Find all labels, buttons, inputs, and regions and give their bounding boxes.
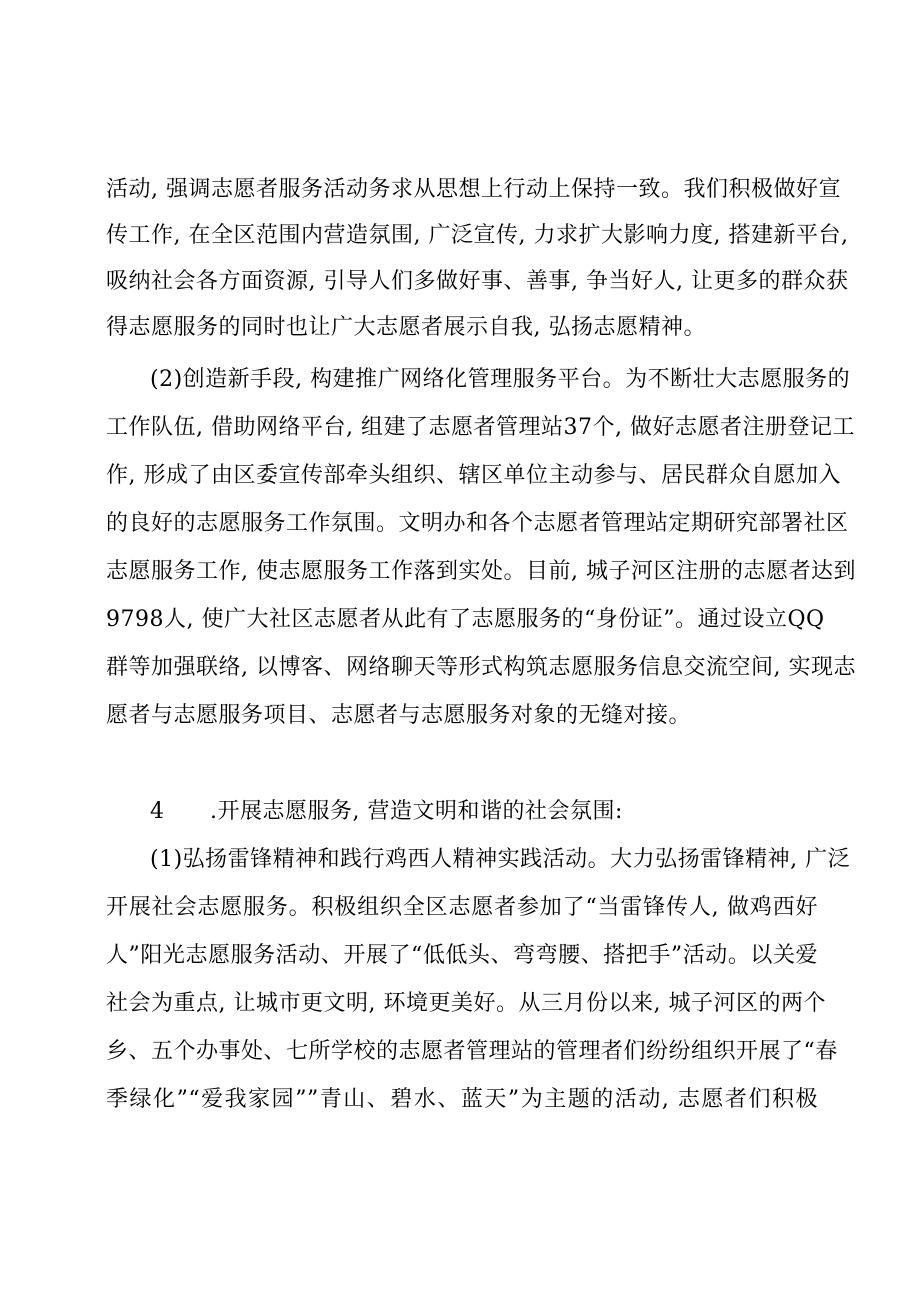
paragraph-2-line-3: 作, 形成了由区委宣传部牵头组织、辖区单位主动参与、居民群众自愿加入 bbox=[106, 463, 841, 488]
paragraph-1-line-4: 得志愿服务的同时也让广大志愿者展示自我, 弘扬志愿精神。 bbox=[106, 315, 706, 340]
paragraph-3-line-1: (1)弘扬雷锋精神和践行鸡西人精神实践活动。大力弘扬雷锋精神, 广泛 bbox=[150, 847, 851, 872]
paragraph-3-line-5: 乡、五个办事处、七所学校的志愿者管理站的管理者们纷纷组织开展了“春 bbox=[106, 1039, 838, 1064]
paragraph-1-line-1: 活动, 强调志愿者服务活动务求从思想上行动上保持一致。我们积极做好宣 bbox=[106, 177, 841, 202]
paragraph-3-line-4: 社会为重点, 让城市更文明, 环境更美好。从三月份以来, 城子河区的两个 bbox=[106, 991, 826, 1016]
paragraph-1-line-3: 吸纳社会各方面资源, 引导人们多做好事、善事, 争当好人, 让更多的群众获 bbox=[106, 269, 849, 294]
paragraph-2-line-1: (2)创造新手段, 构建推广网络化管理服务平台。为不断壮大志愿服务的 bbox=[150, 367, 851, 392]
paragraph-2-line-5: 志愿服务工作, 使志愿服务工作落到实处。目前, 城子河区注册的志愿者达到 bbox=[106, 559, 856, 584]
paragraph-1-line-2: 传工作, 在全区范围内营造氛围, 广泛宣传, 力求扩大影响力度, 搭建新平台, bbox=[106, 223, 849, 248]
section-number: 4 bbox=[150, 799, 164, 824]
paragraph-3-line-3: 人”阳光志愿服务活动、开展了“低低头、弯弯腰、搭把手”活动。以关爱 bbox=[106, 943, 818, 968]
paragraph-2-line-2: 工作队伍, 借助网络平台, 组建了志愿者管理站37个, 做好志愿者注册登记工 bbox=[106, 415, 855, 440]
paragraph-2-line-7: 群等加强联络, 以博客、网络聊天等形式构筑志愿服务信息交流空间, 实现志 bbox=[106, 655, 856, 680]
paragraph-2-line-6: 9798人, 使广大社区志愿者从此有了志愿服务的“身份证”。通过设立QQ bbox=[106, 607, 825, 632]
paragraph-2-line-8: 愿者与志愿服务项目、志愿者与志愿服务对象的无缝对接。 bbox=[106, 703, 692, 728]
section-heading: .开展志愿服务, 营造文明和谐的社会氛围: bbox=[210, 799, 623, 824]
paragraph-3-line-2: 开展社会志愿服务。积极组织全区志愿者参加了“当雷锋传人, 做鸡西好 bbox=[106, 895, 818, 920]
paragraph-3-line-6: 季绿化”“爱我家园””青山、碧水、蓝天”为主题的活动, 志愿者们积极 bbox=[106, 1087, 818, 1112]
paragraph-2-line-4: 的良好的志愿服务工作氛围。文明办和各个志愿者管理站定期研究部署社区 bbox=[106, 511, 849, 536]
